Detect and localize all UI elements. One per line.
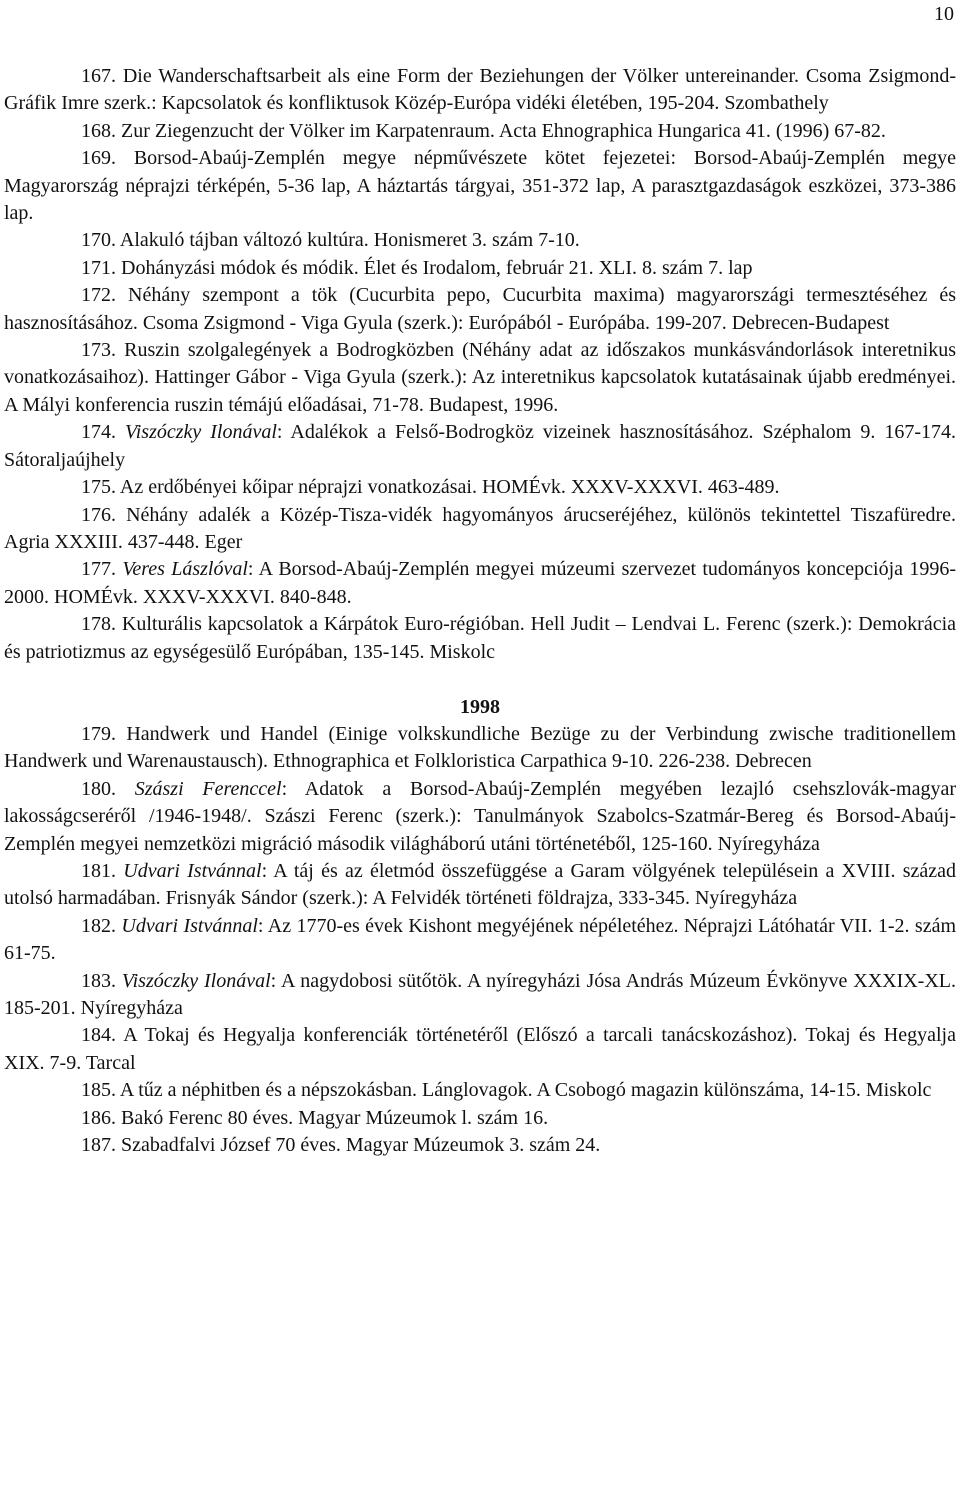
entry-number: 170.	[81, 229, 116, 252]
entry-text: : A nagydobosi sütőtök. A nyíregyházi Jósa András Múzeum Évkönyve XXXIX-XL. 185-201. Nyíregyháza	[4, 969, 957, 1019]
bibliography-entry	[4, 227, 956, 254]
bibliography-list-1997	[4, 63, 956, 666]
entry-text: Néhány szempont a tök (Cucurbita pepo, Cucurbita maxima) magyarországi termesztéséhez és hasznosításához. Csoma Zsigmond - Viga Gyula (szerk.): Európából - Európába. 199-207. Debrecen-Budapest	[4, 284, 956, 334]
entry-number: 169.	[81, 147, 116, 170]
bibliography-entry	[4, 968, 956, 1023]
bibliography-entry	[4, 282, 956, 337]
bibliography-entry	[4, 776, 956, 858]
entry-text: Néhány adalék a Közép-Tisza-vidék hagyományos árucseréjéhez, különös tekintettel Tiszafüredre. Agria XXXIII. 437-448. Eger	[4, 503, 956, 553]
entry-number: 179.	[81, 722, 116, 745]
bibliography-body	[4, 63, 956, 1159]
entry-text: : A Borsod-Abaúj-Zemplén megyei múzeumi szervezet tudományos koncepciója 1996-2000. HOMÉvk. XXXV-XXXVI. 840-848.	[4, 558, 957, 608]
bibliography-list-1998	[4, 721, 956, 1160]
entry-number: 175.	[81, 476, 116, 499]
bibliography-entry	[4, 118, 956, 145]
entry-number: 187.	[81, 1134, 116, 1157]
entry-text: Alakuló tájban változó kultúra. Honismeret 3. szám 7-10.	[119, 229, 580, 252]
bibliography-entry	[4, 474, 956, 501]
entry-coauthor: Viszóczky Ilonával	[125, 421, 277, 444]
bibliography-entry	[4, 145, 956, 227]
entry-text: Bakó Ferenc 80 éves. Magyar Múzeumok l. szám 16.	[121, 1106, 549, 1129]
entry-number: 186.	[81, 1106, 116, 1129]
page-number: 10	[934, 3, 954, 25]
bibliography-entry	[4, 419, 956, 474]
entry-number: 171.	[81, 256, 116, 279]
bibliography-entry	[4, 502, 956, 557]
entry-text: Dohányzási módok és módik. Élet és Irodalom, február 21. XLI. 8. szám 7. lap	[121, 256, 753, 279]
bibliography-entry	[4, 1077, 956, 1104]
entry-coauthor: Veres Lászlóval	[122, 558, 248, 581]
entry-text: Die Wanderschaftsarbeit als eine Form der Beziehungen der Völker untereinander. Csoma Zsigmond-Gráfik Imre szerk.: Kapcsolatok és konfliktusok Közép-Európa vidéki életében, 195-204. Szombathely	[4, 65, 956, 115]
entry-text: Handwerk und Handel (Einige volkskundliche Bezüge zu der Verbindung zwische traditionellem Handwerk und Warenaustausch). Ethnographica et Folkloristica Carpathica 9-10. 226-238. Debrecen	[4, 722, 956, 773]
bibliography-entry	[4, 858, 956, 913]
entry-number: 174.	[81, 421, 116, 444]
bibliography-entry	[4, 1132, 956, 1159]
entry-text: : Adalékok a Felső-Bodrogköz vizeinek hasznosításához. Széphalom 9. 167-174. Sátoraljaújhely	[4, 421, 956, 471]
bibliography-entry	[4, 611, 956, 666]
entry-number: 185.	[81, 1079, 116, 1102]
entry-number: 182.	[81, 914, 116, 937]
entry-number: 183.	[81, 969, 116, 992]
entry-number: 181.	[81, 859, 116, 882]
bibliography-entry	[4, 913, 956, 968]
entry-text: A tűz a néphitben és a népszokásban. Lánglovagok. A Csobogó magazin különszáma, 14-15. Miskolc	[119, 1079, 932, 1102]
bibliography-entry	[4, 556, 956, 611]
bibliography-entry	[4, 255, 956, 282]
entry-text: : Adatok a Borsod-Abaúj-Zemplén megyében lezajló csehszlovák-magyar lakosságcseréről /1946-1948/. Szászi Ferenc (szerk.): Tanulmányok Szabolcs-Szatmár-Bereg és Borsod-Abaúj-Zemplén megyei nemzetközi migráció második világháború utáni történetéből, 125-160. Nyíregyháza	[4, 777, 956, 855]
entry-number: 173.	[81, 339, 116, 362]
entry-text: A Tokaj és Hegyalja konferenciák történetéről (Előszó a tarcali tanácskozáshoz). Tokaj és Hegyalja XIX. 7-9. Tarcal	[4, 1024, 956, 1074]
entry-coauthor: Viszóczky Ilonával	[121, 969, 271, 992]
entry-coauthor: Szászi Ferenccel	[134, 777, 282, 800]
entry-number: 168.	[81, 119, 116, 142]
entry-number: 180.	[81, 777, 116, 800]
entry-number: 167.	[81, 65, 116, 87]
entry-text: Kulturális kapcsolatok a Kárpátok Euro-régióban. Hell Judit – Lendvai L. Ferenc (szerk.): Demokrácia és patriotizmus az egységesülő Európában, 135-145. Miskolc	[4, 613, 957, 663]
entry-text: Borsod-Abaúj-Zemplén megye népművészete kötet fejezetei: Borsod-Abaúj-Zemplén megye Magyarország néprajzi térképén, 5-36 lap, A háztartás tárgyai, 351-372 lap, A parasztgazdaságok eszközei, 373-386 lap.	[4, 147, 957, 225]
bibliography-entry	[4, 1105, 956, 1132]
bibliography-entry	[4, 1022, 956, 1077]
entry-text: : A táj és az életmód összefüggése a Garam völgyének településein a XVIII. század utolsó harmadában. Frisnyák Sándor (szerk.): A Felvidék történeti földrajza, 333-345. Nyíregyháza	[4, 859, 957, 910]
year-heading: 1998	[460, 695, 500, 718]
bibliography-entry	[4, 63, 956, 118]
entry-text: : Az 1770-es évek Kishont megyéjének népéletéhez. Néprajzi Látóhatár VII. 1-2. szám 61-75.	[4, 914, 957, 965]
entry-number: 172.	[81, 284, 116, 307]
entry-number: 178.	[81, 613, 116, 636]
entry-text: Szabadfalvi József 70 éves. Magyar Múzeumok 3. szám 24.	[121, 1134, 601, 1157]
bibliography-entry	[4, 721, 956, 776]
entry-text: Ruszin szolgalegények a Bodrogközben (Néhány adat az időszakos munkásvándorlások interetnikus vonatkozásaihoz). Hattinger Gábor - Viga Gyula (szerk.): Az interetnikus kapcsolatok kutatásainak újabb eredményei. A Mályi konferencia ruszin témájú előadásai, 71-78. Budapest, 1996.	[4, 339, 956, 416]
entry-coauthor: Udvari Istvánnal	[123, 859, 262, 882]
entry-coauthor: Udvari Istvánnal	[121, 914, 258, 937]
bibliography-entry	[4, 337, 956, 419]
entry-text: Zur Ziegenzucht der Völker im Karpatenraum. Acta Ehnographica Hungarica 41. (1996) 67-82.	[121, 119, 886, 142]
entry-number: 176.	[81, 503, 116, 526]
entry-number: 184.	[81, 1024, 116, 1047]
entry-text: Az erdőbényei kőipar néprajzi vonatkozásai. HOMÉvk. XXXV-XXXVI. 463-489.	[119, 476, 780, 499]
entry-number: 177.	[81, 558, 116, 581]
